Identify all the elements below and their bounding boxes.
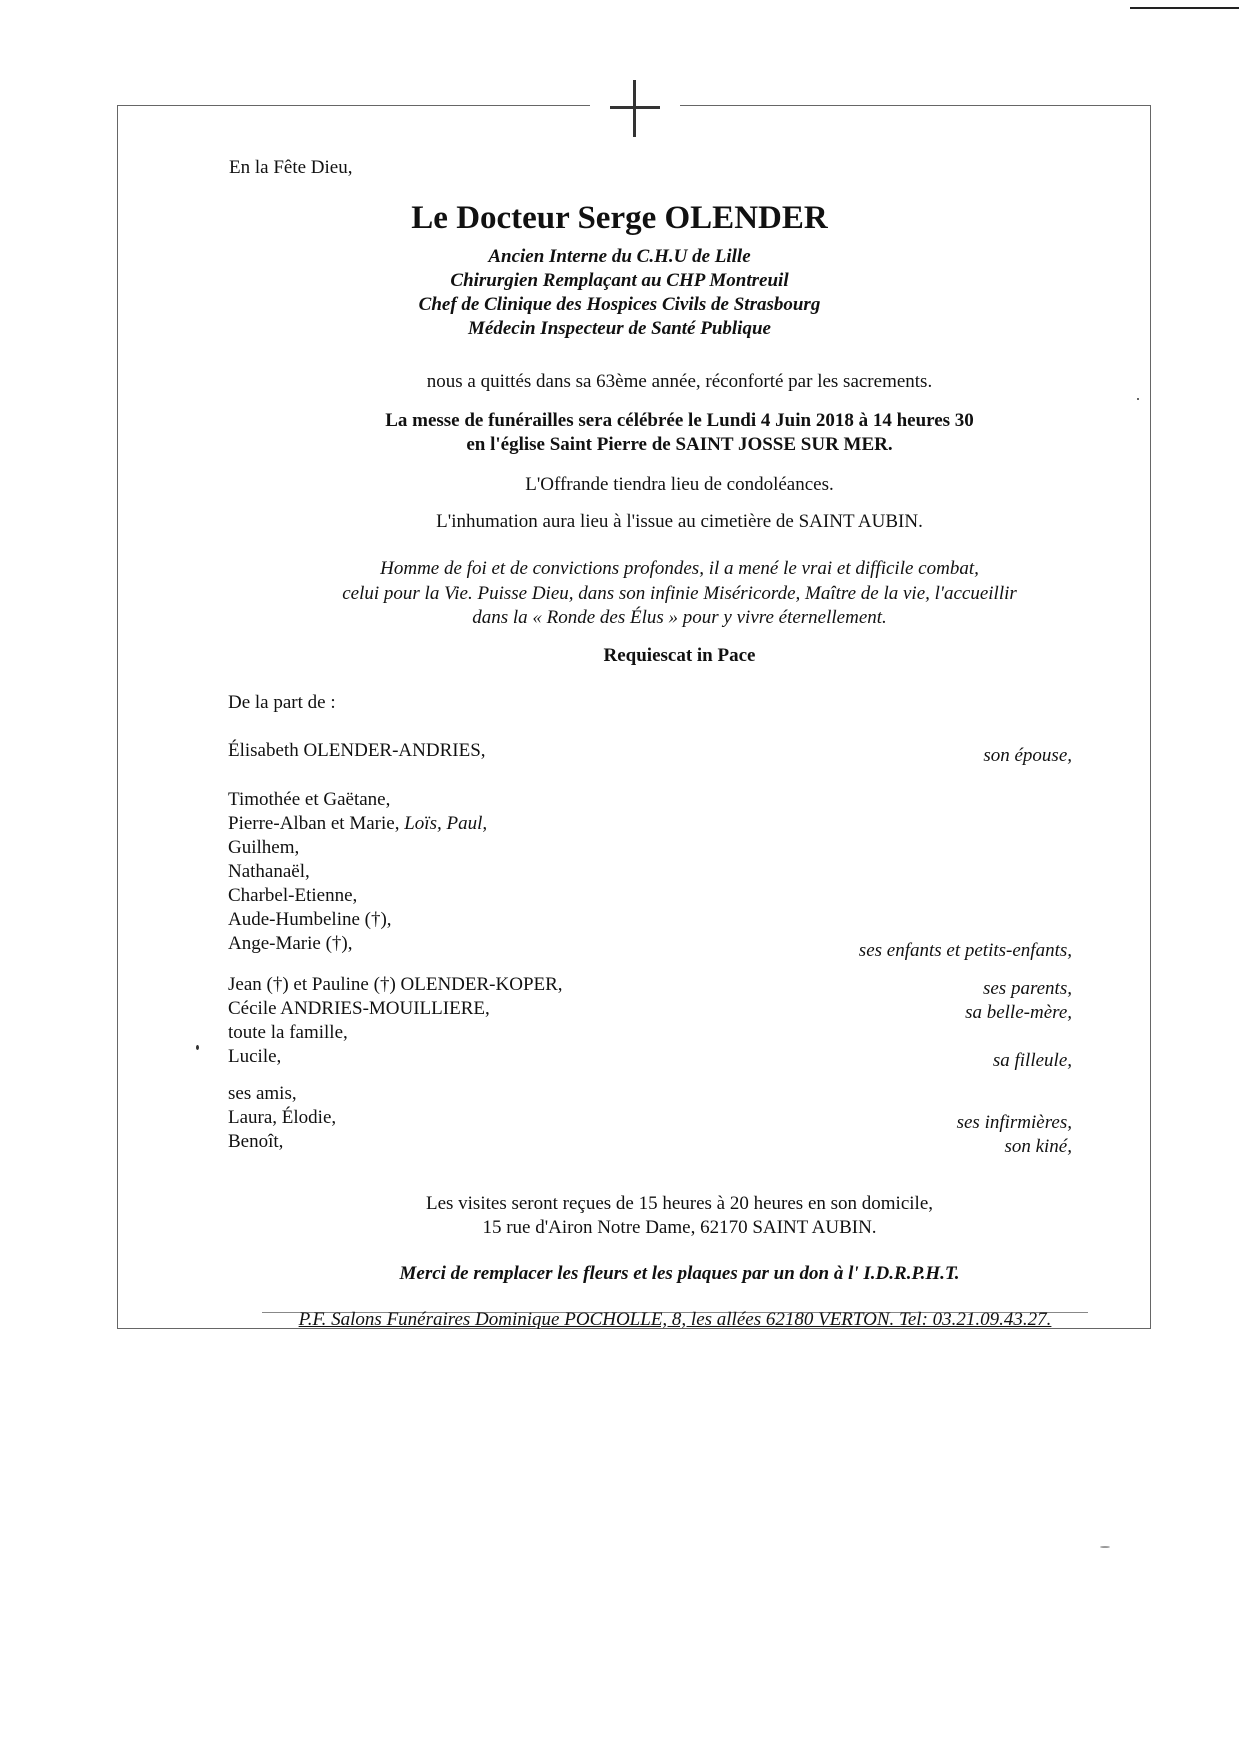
nurses-names: Laura, Élodie, (228, 1107, 337, 1128)
spouse-name: Élisabeth OLENDER-ANDRIES, (228, 740, 486, 761)
tribute-line-1: Homme de foi et de convictions profondes, il a mené le vrai et difficile combat, (380, 558, 979, 579)
title-line-4: Médecin Inspecteur de Santé Publique (468, 318, 771, 339)
child-line: Aude-Humbeline (†), (228, 909, 392, 930)
scan-speck (1100, 1546, 1110, 1548)
title-line-2: Chirurgien Remplaçant au CHP Montreuil (450, 270, 789, 291)
cross-icon-bar (610, 106, 660, 109)
flowers-request: Merci de remplacer les fleurs et les plaques par un don à l' I.D.R.P.H.T. (399, 1263, 960, 1284)
friends-list (228, 1082, 336, 1154)
visits-line-2: 15 rue d'Airon Notre Dame, 62170 SAINT AUBIN. (482, 1217, 877, 1238)
family-intro: De la part de : (228, 692, 336, 713)
scan-speck (1137, 398, 1139, 400)
title-line-3: Chef de Clinique des Hospices Civils de Strasbourg (418, 294, 821, 315)
child-line: Charbel-Etienne, (228, 885, 358, 906)
children-list (228, 788, 487, 956)
requiescat: Requiescat in Pace (603, 645, 756, 666)
nurses-role: ses infirmières, (956, 1112, 1072, 1133)
deceased-name: Le Docteur Serge OLENDER (411, 200, 828, 236)
offering-text: L'Offrande tiendra lieu de condoléances. (525, 474, 834, 495)
tribute-line-3: dans la « Ronde des Élus » pour y vivre éternellement. (472, 607, 887, 628)
parents-role: ses parents, (982, 978, 1072, 999)
title-line-1: Ancien Interne du C.H.U de Lille (488, 246, 751, 267)
children-role: ses enfants et petits-enfants, (858, 940, 1072, 961)
child-line: Ange-Marie (†), (228, 933, 353, 954)
goddaughter-role: sa filleule, (992, 1050, 1072, 1071)
child-line: Nathanaël, (228, 861, 310, 882)
parents-name: Jean (†) et Pauline (†) OLENDER-KOPER, (228, 974, 563, 995)
grandchildren-names: Loïs, Paul, (404, 813, 488, 834)
family-line: toute la famille, (228, 1022, 348, 1043)
scan-speck (196, 1045, 199, 1050)
goddaughter-name: Lucile, (228, 1046, 282, 1067)
mother-in-law-name: Cécile ANDRIES-MOUILLIERE, (228, 998, 490, 1019)
burial-text: L'inhumation aura lieu à l'issue au cimetière de SAINT AUBIN. (436, 511, 923, 532)
tribute-line-2: celui pour la Vie. Puisse Dieu, dans son infinie Miséricorde, Maître de la vie, l'accueillir (342, 583, 1017, 604)
relatives-list (228, 973, 563, 1069)
friends-line: ses amis, (228, 1083, 297, 1104)
intro-text: En la Fête Dieu, (229, 157, 353, 178)
physio-role: son kiné, (1004, 1136, 1072, 1157)
mass-line-2: en l'église Saint Pierre de SAINT JOSSE SUR MER. (466, 434, 893, 455)
visits-line-1: Les visites seront reçues de 15 heures à 20 heures en son domicile, (425, 1193, 934, 1214)
mass-line-1: La messe de funérailles sera célébrée le Lundi 4 Juin 2018 à 14 heures 30 (385, 410, 974, 431)
spouse-role: son épouse, (983, 745, 1072, 766)
child-name: Pierre-Alban et Marie, (228, 813, 400, 834)
child-line (228, 812, 487, 836)
child-line: Timothée et Gaëtane, (228, 789, 391, 810)
death-announcement: nous a quittés dans sa 63ème année, réconforté par les sacrements. (426, 371, 933, 392)
scan-edge-line (1130, 7, 1239, 9)
child-line: Guilhem, (228, 837, 300, 858)
mother-in-law-role: sa belle-mère, (965, 1002, 1072, 1023)
funeral-home-footer: P.F. Salons Funéraires Dominique POCHOLLE, 8, les allées 62180 VERTON. Tel: 03.21.09.43.27. (298, 1309, 1052, 1330)
physio-name: Benoît, (228, 1131, 284, 1152)
